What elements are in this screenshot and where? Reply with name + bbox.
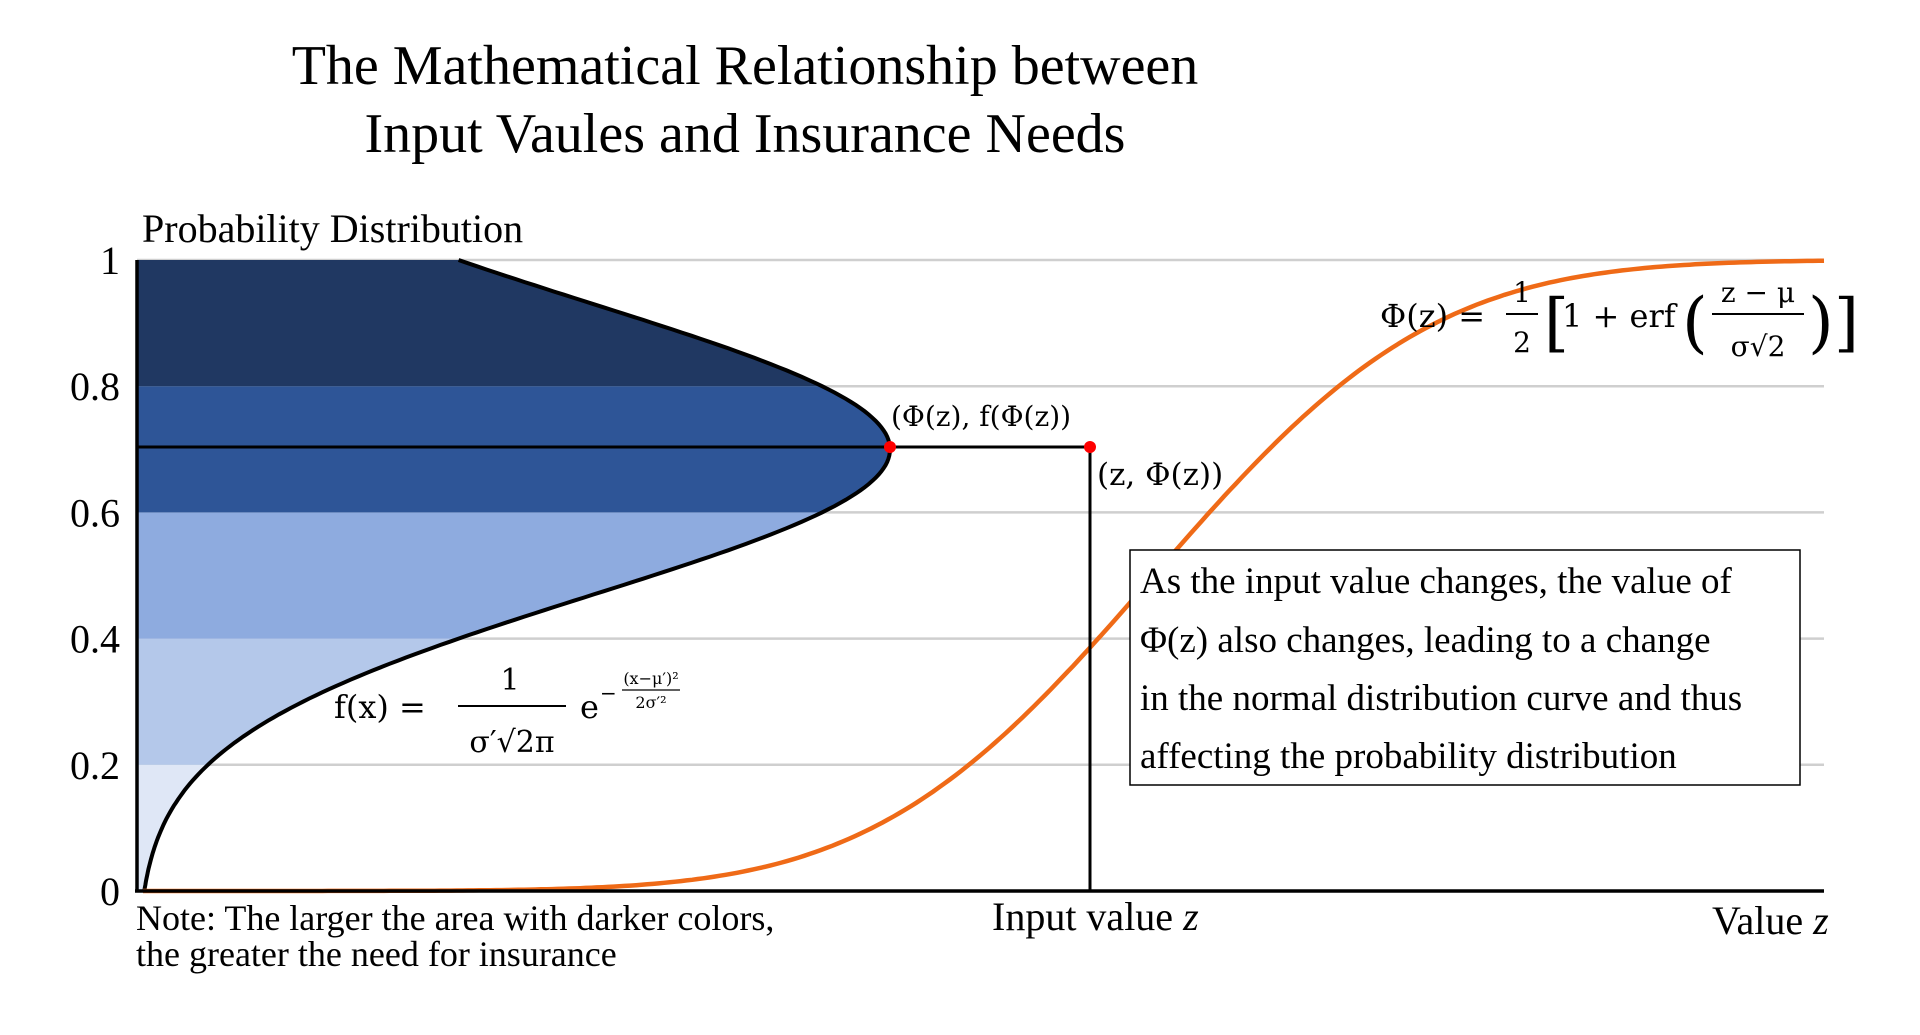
cdf-formula-half-den: 2 xyxy=(1513,326,1531,359)
pdf-formula-num: 1 xyxy=(500,663,520,698)
info-box xyxy=(1130,550,1800,785)
title-line-2: Input Vaules and Insurance Needs xyxy=(364,103,1126,165)
y-tick-label: 1 xyxy=(100,238,120,283)
y-tick-label: 0.2 xyxy=(70,742,120,788)
cdf-formula-half-num: 1 xyxy=(1513,276,1531,309)
cdf-formula xyxy=(1380,276,1859,363)
info-box-line-2: Φ(z) also changes, leading to a change xyxy=(1140,620,1711,661)
info-box-line-3: in the normal distribution curve and thus xyxy=(1140,678,1743,719)
cdf-formula-frac-den: σ√2 xyxy=(1730,330,1786,363)
pdf-point-marker xyxy=(884,441,896,453)
cdf-formula-lhs: Φ(z) = xyxy=(1380,297,1486,335)
pdf-formula-lhs: f(x) = xyxy=(334,688,426,726)
y-tick-label: 0.4 xyxy=(70,616,120,662)
cdf-formula-left-paren: ( xyxy=(1682,284,1708,361)
cdf-point-label: (z, Φ(z)) xyxy=(1097,457,1224,493)
pdf-formula-den: σ′√2π xyxy=(469,725,555,760)
cdf-formula-left-bracket: [ xyxy=(1544,286,1569,360)
probability-bands xyxy=(137,260,900,891)
pdf-formula-exp-den: 2σ′² xyxy=(635,693,667,712)
y-tick-label: 0.6 xyxy=(70,490,120,536)
cdf-formula-right-bracket: ] xyxy=(1834,286,1859,360)
y-axis-title: Probability Distribution xyxy=(142,206,524,251)
title-line-1: The Mathematical Relationship between xyxy=(291,35,1199,97)
pdf-formula xyxy=(334,663,680,760)
info-box-line-1: As the input value changes, the value of xyxy=(1140,561,1732,602)
pdf-formula-base: e xyxy=(580,688,599,726)
pdf-point-label: (Φ(z), f(Φ(z)) xyxy=(891,400,1072,433)
pdf-formula-exp-num: (x−μ′)² xyxy=(623,669,679,688)
x-axis-label: Value z xyxy=(1712,898,1829,943)
pdf-formula-exp-sign: − xyxy=(600,681,617,705)
y-tick-label: 0.8 xyxy=(70,364,120,410)
y-tick-labels xyxy=(70,238,120,914)
info-box-line-4: affecting the probability distribution xyxy=(1140,736,1677,777)
probability-band xyxy=(137,765,900,891)
note-line-2: the greater the need for insurance xyxy=(136,934,617,974)
cdf-formula-body: 1 + erf xyxy=(1562,297,1676,335)
cdf-formula-right-paren: ) xyxy=(1808,284,1834,361)
y-tick-label: 0 xyxy=(100,869,120,914)
cdf-formula-frac-num: z − μ xyxy=(1720,276,1796,309)
note-line-1: Note: The larger the area with darker colors, xyxy=(136,898,775,938)
input-value-label: Input value z xyxy=(992,894,1199,939)
probability-band xyxy=(137,386,900,512)
cdf-point-marker xyxy=(1084,441,1096,453)
